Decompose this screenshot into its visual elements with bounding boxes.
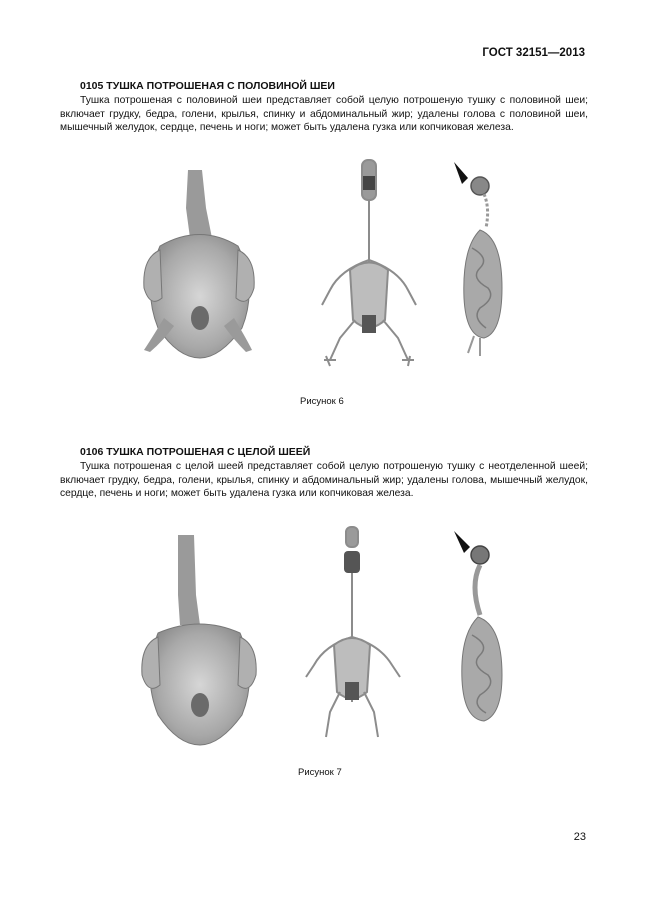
page-number: 23 xyxy=(573,831,586,843)
head-and-neck-organs-image xyxy=(450,525,530,740)
section-text-0106: Тушка потрошеная с целой шеей представляет собой целую потрошеную тушку с неотделенной шеей; включает грудку, бедра, голени, крылья, спинку и абдоминальный жир; удалены голова, мышечный желудок, сердце, печень и ноги; может быть удалена гузка или копчиковая железа. xyxy=(60,461,588,500)
figure-7-caption: Рисунок 7 xyxy=(298,767,342,778)
section-heading-0106: 0106 ТУШКА ПОТРОШЕНАЯ С ЦЕЛОЙ ШЕЕЙ xyxy=(80,446,311,458)
skeleton-whole-neck-image xyxy=(300,527,420,742)
figure-7 xyxy=(130,525,530,755)
skeleton-half-neck-image xyxy=(310,160,430,370)
figure-6-caption: Рисунок 6 xyxy=(300,396,344,407)
section-heading-0105: 0105 ТУШКА ПОТРОШЕНАЯ С ПОЛОВИНОЙ ШЕИ xyxy=(80,80,335,92)
section-text-0105: Тушка потрошеная с половиной шеи представляет собой целую потрошеную тушку с половиной шеи; включает грудку, бедра, голени, крылья, спинку и абдоминальный жир; удалены голова с половиной шеи, мышечный желудок, сердце, печень и ноги; может быть удалена гузка или копчиковая железа. xyxy=(60,95,588,134)
carcass-half-neck-image xyxy=(130,168,270,358)
head-and-trachea-image xyxy=(450,158,530,368)
figure-6 xyxy=(130,150,530,380)
document-header: ГОСТ 32151—2013 xyxy=(482,47,585,59)
carcass-whole-neck-image xyxy=(130,535,270,745)
